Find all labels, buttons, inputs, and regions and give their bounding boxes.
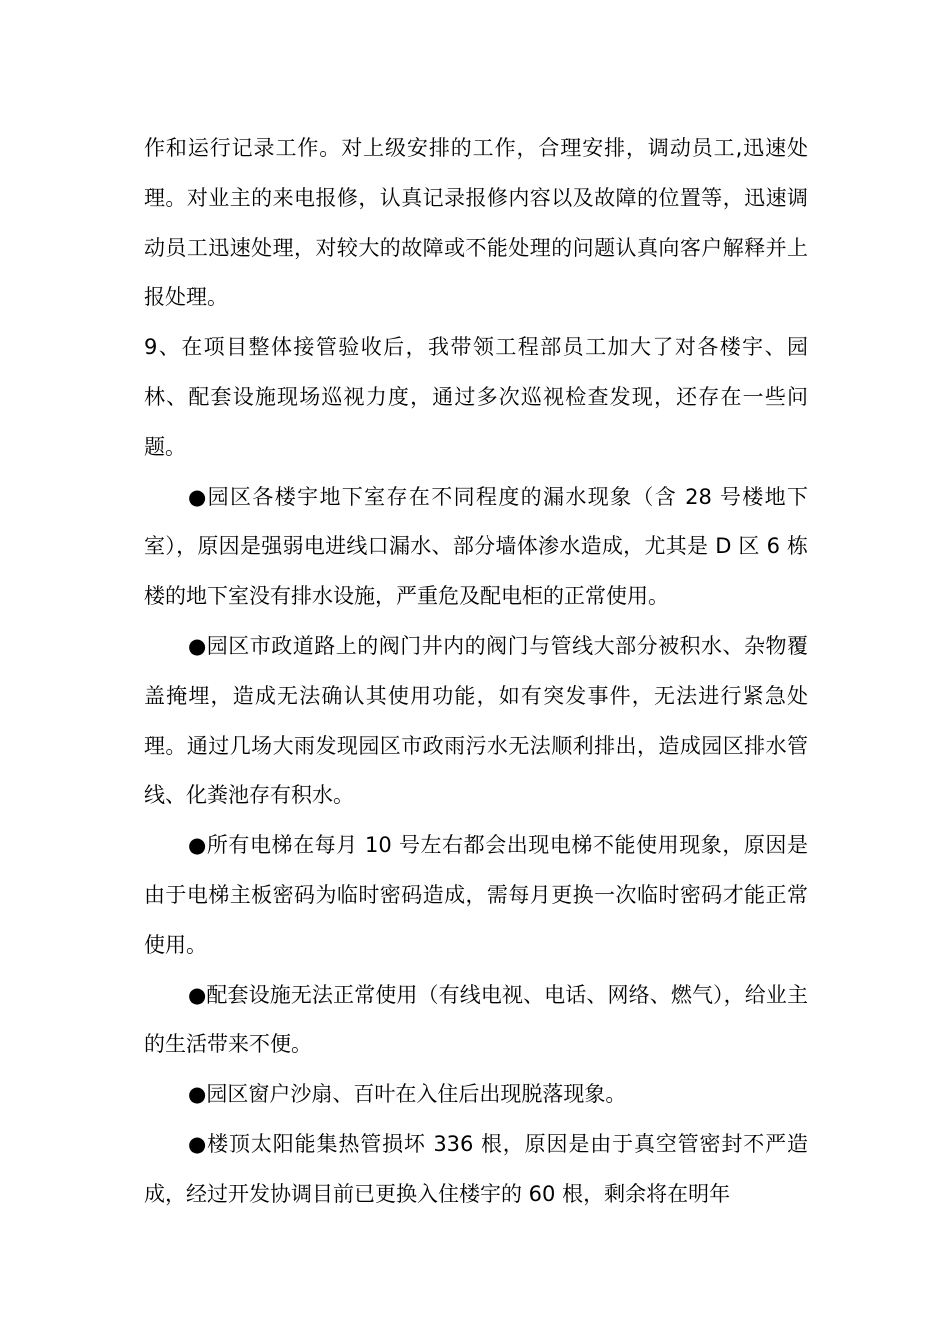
bullet-elevator: ●所有电梯在每月 10 号左右都会出现电梯不能使用现象，原因是由于电梯主板密码为临时密码造成，需每月更换一次临时密码才能正常使用。 [144,833,808,957]
bullet-facilities: ●配套设施无法正常使用（有线电视、电话、网络、燃气），给业主的生活带来不便。 [144,982,808,1057]
bullet-valve-well: ●园区市政道路上的阀门井内的阀门与管线大部分被积水、杂物覆盖掩埋，造成无法确认其使用功能，如有突发事件，无法进行紧急处理。通过几场大雨发现园区市政雨污水无法顺利排出，造成园区排水管线、化粪池存有积水。 [144,633,808,808]
bullet-basement-leak: ●园区各楼宇地下室存在不同程度的漏水现象（含 28 号楼地下室），原因是强弱电进线口漏水、部分墙体渗水造成，尤其是 D 区 6 栋楼的地下室没有排水设施，严重危及配电柜的正常使用。 [144,484,808,609]
bullet-window: ●园区窗户沙扇、百叶在入住后出现脱落现象。 [188,1082,627,1107]
document-body [144,124,808,1220]
paragraph-continuation: 作和运行记录工作。对上级安排的工作，合理安排，调动员工,迅速处理。对业主的来电报修，认真记录报修内容以及故障的位置等，迅速调动员工迅速处理，对较大的故障或不能处理的问题认真向客户解释并上报处理。 [144,136,808,310]
bullet-solar: ●楼顶太阳能集热管损坏 336 根，原因是由于真空管密封不严造成，经过开发协调目前已更换入住楼宇的 60 根，剩余将在明年 [144,1131,808,1206]
paragraph-item-9: 9、在项目整体接管验收后，我带领工程部员工加大了对各楼宇、园林、配套设施现场巡视力度，通过多次巡视检查发现，还存在一些问题。 [144,335,808,459]
